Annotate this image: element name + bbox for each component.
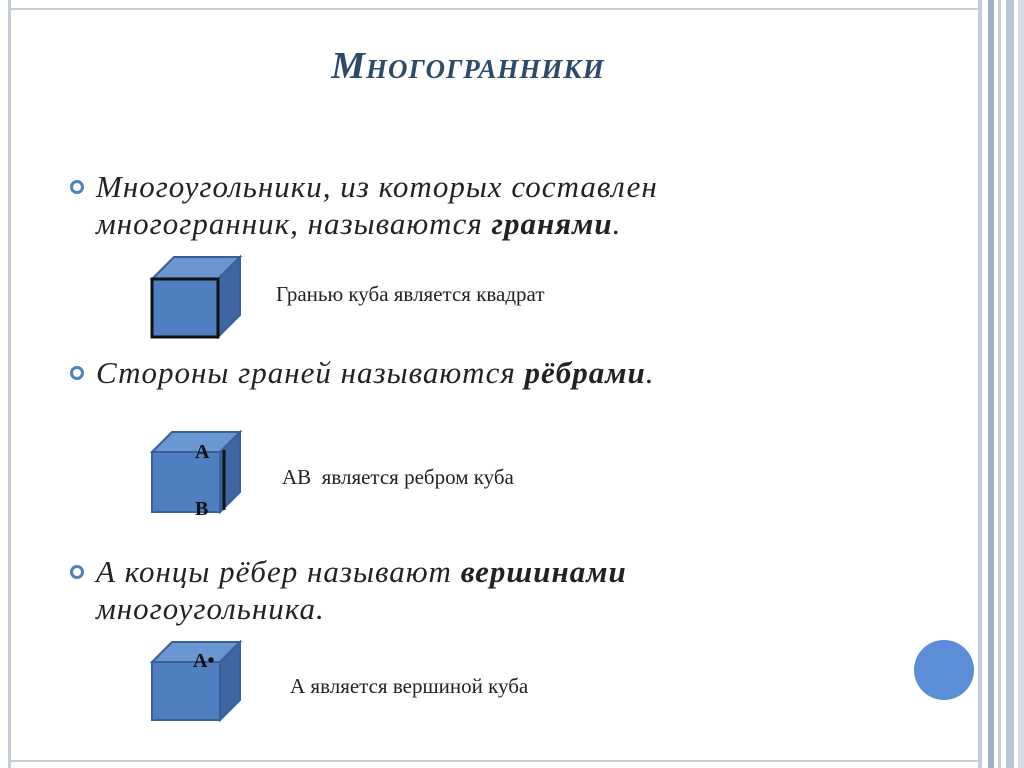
bullet-icon (70, 180, 84, 194)
page-title: Многогранники (331, 45, 605, 87)
bullet-vertices-text: А концы рёбер называют вершинами многоугольника. (96, 554, 627, 626)
vertex-label-a: А• (193, 650, 215, 672)
bullet-faces-text: Многоугольники, из которых составлен многогранник, называются гранями. (96, 169, 658, 241)
frame-left-line (8, 0, 11, 768)
caption-face: Гранью куба является квадрат (276, 282, 545, 306)
bullet-icon (70, 366, 84, 380)
edge-label-a: А (195, 441, 210, 463)
caption-edge: АВ является ребром куба (282, 465, 514, 489)
cube-face-icon (148, 253, 244, 341)
bullet-icon (70, 565, 84, 579)
edge-label-b: В (195, 498, 209, 520)
bullet-edges-text: Стороны граней называются рёбрами. (96, 355, 655, 390)
frame-top-line (8, 8, 980, 10)
decorative-circle (914, 640, 974, 700)
caption-vertex: А является вершиной куба (290, 674, 529, 698)
right-decor-stripes (978, 0, 1024, 768)
frame-bottom-line (8, 760, 980, 762)
